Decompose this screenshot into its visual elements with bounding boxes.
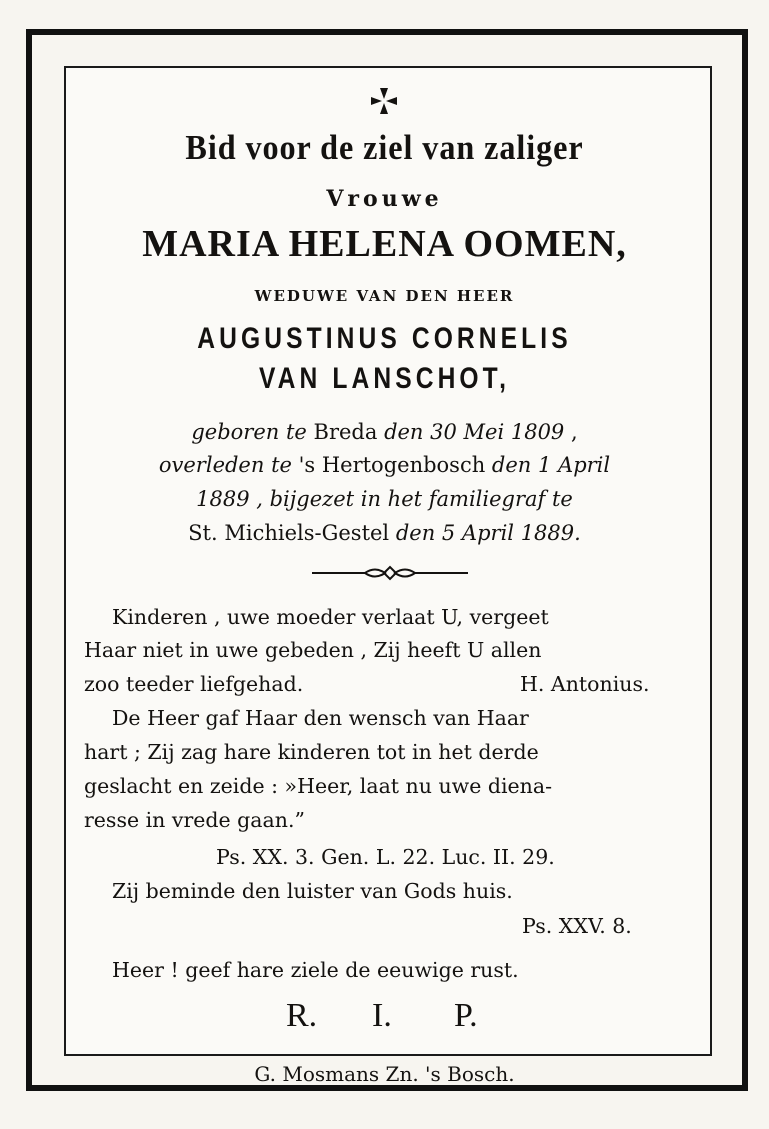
body-line-6: geslacht en zeide : »Heer, laat nu uwe diena- <box>84 774 553 798</box>
bio-text: overleden te <box>158 453 299 477</box>
body-line-5: hart ; Zij zag hare kinderen tot in het derde <box>84 740 539 764</box>
invocation-heading: Bid voor de ziel van zaliger <box>185 128 584 167</box>
body-line-4: De Heer gaf Haar den wensch van Haar <box>112 706 529 730</box>
bio-line-1 <box>0 420 769 444</box>
spouse-name-line-2: VAN LANSCHOT, <box>258 362 511 395</box>
scripture-reference-2: Ps. XXV. 8. <box>522 914 632 938</box>
scripture-reference-1: Ps. XX. 3. Gen. L. 22. Luc. II. 29. <box>216 845 555 869</box>
body-line-7: resse in vrede gaan.” <box>84 808 305 832</box>
spouse-name-line-1: AUGUSTINUS CORNELIS <box>197 322 572 355</box>
maltese-cross-icon <box>369 86 399 116</box>
bio-line-4 <box>0 521 769 545</box>
bio-place: St. Michiels-Gestel <box>188 521 396 545</box>
bio-date: den 1 April <box>491 453 611 477</box>
body-line-1: Kinderen , uwe moeder verlaat U, vergeet <box>112 605 549 629</box>
bio-text: 1889 , bijgezet in het familiegraf te <box>196 487 573 511</box>
bio-punct: , <box>564 420 578 444</box>
bio-place: Breda <box>313 420 385 444</box>
bio-text: geboren te <box>191 420 314 444</box>
bio-line-2 <box>0 453 769 477</box>
inner-border-frame <box>64 66 712 1056</box>
body-line-2: Haar niet in uwe gebeden , Zij heeft U allen <box>84 638 542 662</box>
ornamental-divider-icon <box>310 563 470 583</box>
rip-r: R. <box>286 997 318 1034</box>
rip-p: P. <box>454 997 478 1034</box>
bio-line-3 <box>0 487 769 511</box>
bio-date: den 5 April 1889. <box>395 521 581 545</box>
attribution-antonius: H. Antonius. <box>520 672 650 696</box>
printer-credit: G. Mosmans Zn. 's Bosch. <box>254 1062 515 1086</box>
body-line-3: zoo teeder liefgehad. <box>84 672 304 696</box>
body-line-9: Zij beminde den luister van Gods huis. <box>112 879 513 903</box>
rip-i: I. <box>372 997 392 1034</box>
title-prefix: Vrouwe <box>326 186 443 212</box>
bio-date: den 30 Mei 1809 <box>384 420 565 444</box>
prayer-line: Heer ! geef hare ziele de eeuwige rust. <box>112 958 519 982</box>
relation-line: WEDUWE VAN DEN HEER <box>254 287 515 305</box>
deceased-name: MARIA HELENA OOMEN, <box>142 223 627 265</box>
bio-place: 's Hertogenbosch <box>298 453 492 477</box>
